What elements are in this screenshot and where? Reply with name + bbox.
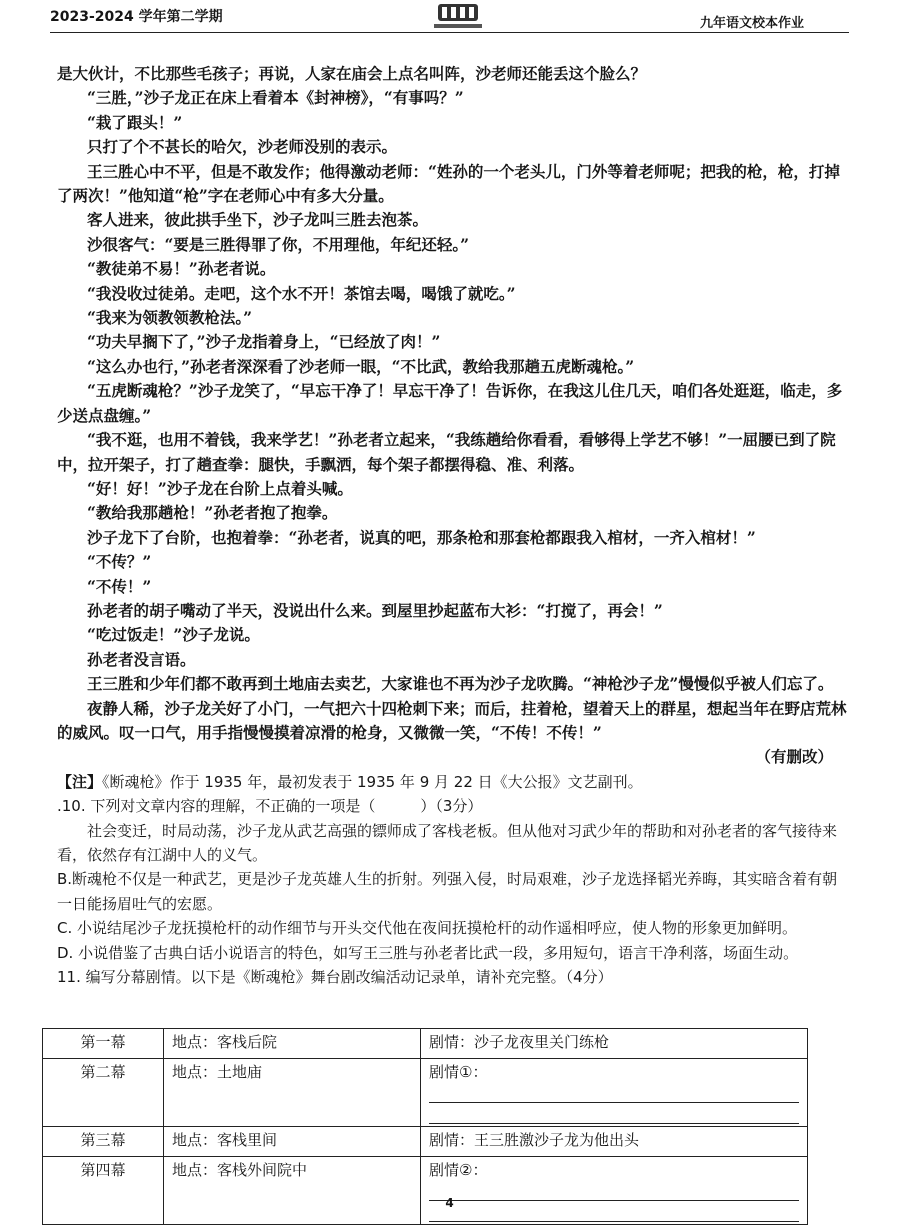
story-paragraph: “不传？”	[87, 552, 152, 572]
act-location: 地点：客栈里间	[164, 1127, 421, 1157]
question-11-stem: 11. 编写分幕剧情。以下是《断魂枪》舞台剧改编活动记录单，请补充完整。（4分）	[57, 968, 613, 987]
act-row	[43, 1127, 808, 1157]
story-paragraph: 是大伙计，不比那些毛孩子；再说，人家在庙会上点名叫阵，沙老师还能丢这个脸么？	[57, 64, 647, 83]
answer-blank-line[interactable]	[429, 1084, 799, 1103]
question-10-options	[57, 819, 849, 965]
story-paragraph: “我不逛，也用不着钱，我来学艺！”孙老者立起来，“我练趟给你看看，看够得上学艺不够！”一屈腰已到了院中，拉开架子，打了趟查拳：腿快，手飘洒，每个架子都摆得稳、准、利落。	[57, 430, 836, 474]
story-paragraph: “我来为领教领教枪法。”	[87, 308, 253, 328]
act-row	[43, 1059, 808, 1127]
act-plot[interactable]	[421, 1059, 808, 1127]
story-paragraph: “五虎断魂枪？”沙子龙笑了，“早忘干净了！早忘干净了！告诉你，在我这儿住几天，咱们各处逛逛，临走，多少送点盘缠。”	[57, 381, 843, 425]
act-location: 地点：客栈外间院中	[164, 1157, 421, 1225]
act-plot-text: 剧情②：	[429, 1161, 488, 1179]
story-paragraph: “功夫早搁下了，”沙子龙指着身上，“已经放了肉！”	[87, 332, 441, 352]
act-plot-text: 剧情：王三胜激沙子龙为他出头	[429, 1131, 640, 1149]
act-name: 第一幕	[43, 1029, 164, 1059]
story-paragraph: “我没收过徒弟。走吧，这个水不开！茶馆去喝，喝饿了就吃。”	[87, 283, 516, 303]
question-10-stem: .10. 下列对文章内容的理解，不正确的一项是（ ）（3分）	[57, 797, 483, 816]
act-plot-text: 剧情：沙子龙夜里关门练枪	[429, 1033, 610, 1051]
story-paragraph: “教徒弟不易！”孙老者说。	[87, 259, 276, 279]
act-location: 地点：客栈后院	[164, 1029, 421, 1059]
act-name: 第三幕	[43, 1127, 164, 1157]
story-paragraph: “吃过饭走！”沙子龙说。	[87, 625, 260, 645]
act-plot	[421, 1029, 808, 1059]
question-10-option: B.断魂枪不仅是一种武艺，更是沙子龙英雄人生的折射。列强入侵，时局艰难，沙子龙选择韬光养晦，其实暗含着有朝一日能扬眉吐气的宏愿。	[57, 870, 838, 913]
act-name: 第四幕	[43, 1157, 164, 1225]
story-paragraph: “不传！”	[87, 576, 152, 596]
story-paragraph: 沙子龙下了台阶，也抱着拳：“孙老者，说真的吧，那条枪和那套枪都跟我入棺材，一齐入棺材！”	[87, 527, 756, 547]
question-10-option: 社会变迁，时局动荡，沙子龙从武艺高强的镖师成了客栈老板。但从他对习武少年的帮助和对孙老者的客气接待来看，依然存有江湖中人的义气。	[57, 821, 838, 864]
source-note: （有删改）	[755, 747, 833, 767]
reading-passage	[57, 62, 849, 989]
story-paragraph: “好！好！”沙子龙在台阶上点着头喊。	[87, 478, 353, 498]
story-paragraph: “栽了跟头！”	[87, 112, 183, 132]
header-divider	[50, 32, 849, 33]
page-number: 4	[445, 1196, 454, 1210]
story-paragraph: 王三胜心中不平，但是不敢发作；他得激动老师：“姓孙的一个老头儿，门外等着老师呢；把我的枪，枪，打掉了两次！”他知道“枪”字在老师心中有多大分量。	[57, 161, 840, 206]
story-body	[57, 62, 849, 745]
story-paragraph: 沙很客气：“要是三胜得罪了你，不用理他，年纪还轻。”	[87, 234, 470, 254]
story-paragraph: “教给我那趟枪！”孙老者抱了抱拳。	[87, 503, 338, 523]
annotation-label: 【注】	[57, 772, 103, 791]
semester-label: 2023-2024 学年第二学期	[50, 9, 223, 25]
act-plot[interactable]	[421, 1157, 808, 1225]
act-location: 地点：土地庙	[164, 1059, 421, 1127]
question-10-option: C. 小说结尾沙子龙抚摸枪杆的动作细节与开头交代他在夜间抚摸枪杆的动作遥相呼应，使人物的形象更加鲜明。	[57, 919, 798, 938]
story-paragraph: 王三胜和少年们都不敢再到土地庙去卖艺，大家谁也不再为沙子龙吹腾。“神枪沙子龙”慢慢似乎被人们忘了。	[87, 674, 834, 694]
act-row	[43, 1029, 808, 1059]
story-paragraph: 客人进来，彼此拱手坐下，沙子龙叫三胜去泡茶。	[87, 210, 429, 230]
question-10-option: D. 小说借鉴了古典白话小说语言的特色，如写王三胜与孙老者比武一段，多用短句，语言干净利落，场面生动。	[57, 943, 799, 962]
page-header	[0, 0, 899, 34]
story-paragraph: 孙老者没言语。	[87, 649, 196, 669]
story-paragraph: “三胜，”沙子龙正在床上看着本《封神榜》，“有事吗？”	[87, 88, 464, 108]
workbook-title: 九年语文校本作业	[699, 16, 804, 31]
annotation-text: 《断魂枪》作于 1935 年，最初发表于 1935 年 9 月 22 日《大公报》文艺副刊。	[102, 772, 643, 791]
act-name: 第二幕	[43, 1059, 164, 1127]
school-logo	[430, 2, 486, 32]
act-plot-text: 剧情①：	[429, 1063, 488, 1081]
act-row	[43, 1157, 808, 1225]
annotation	[57, 770, 849, 794]
act-plot	[421, 1127, 808, 1157]
story-paragraph: 夜静人稀，沙子龙关好了小门，一气把六十四枪刺下来；而后，拄着枪，望着天上的群星，想起当年在野店荒林的威风。叹一口气，用手指慢慢摸着凉滑的枪身，又微微一笑，“不传！不传！”	[57, 698, 847, 742]
answer-blank-line[interactable]	[429, 1105, 799, 1124]
story-paragraph: 只打了个不甚长的哈欠，沙老师没别的表示。	[87, 137, 398, 157]
story-paragraph: 孙老者的胡子嘴动了半天，没说出什么来。到屋里抄起蓝布大衫：“打搅了，再会！”	[87, 600, 663, 620]
story-paragraph: “这么办也行，”孙老者深深看了沙老师一眼，“不比武，教给我那趟五虎断魂枪。”	[87, 356, 635, 376]
